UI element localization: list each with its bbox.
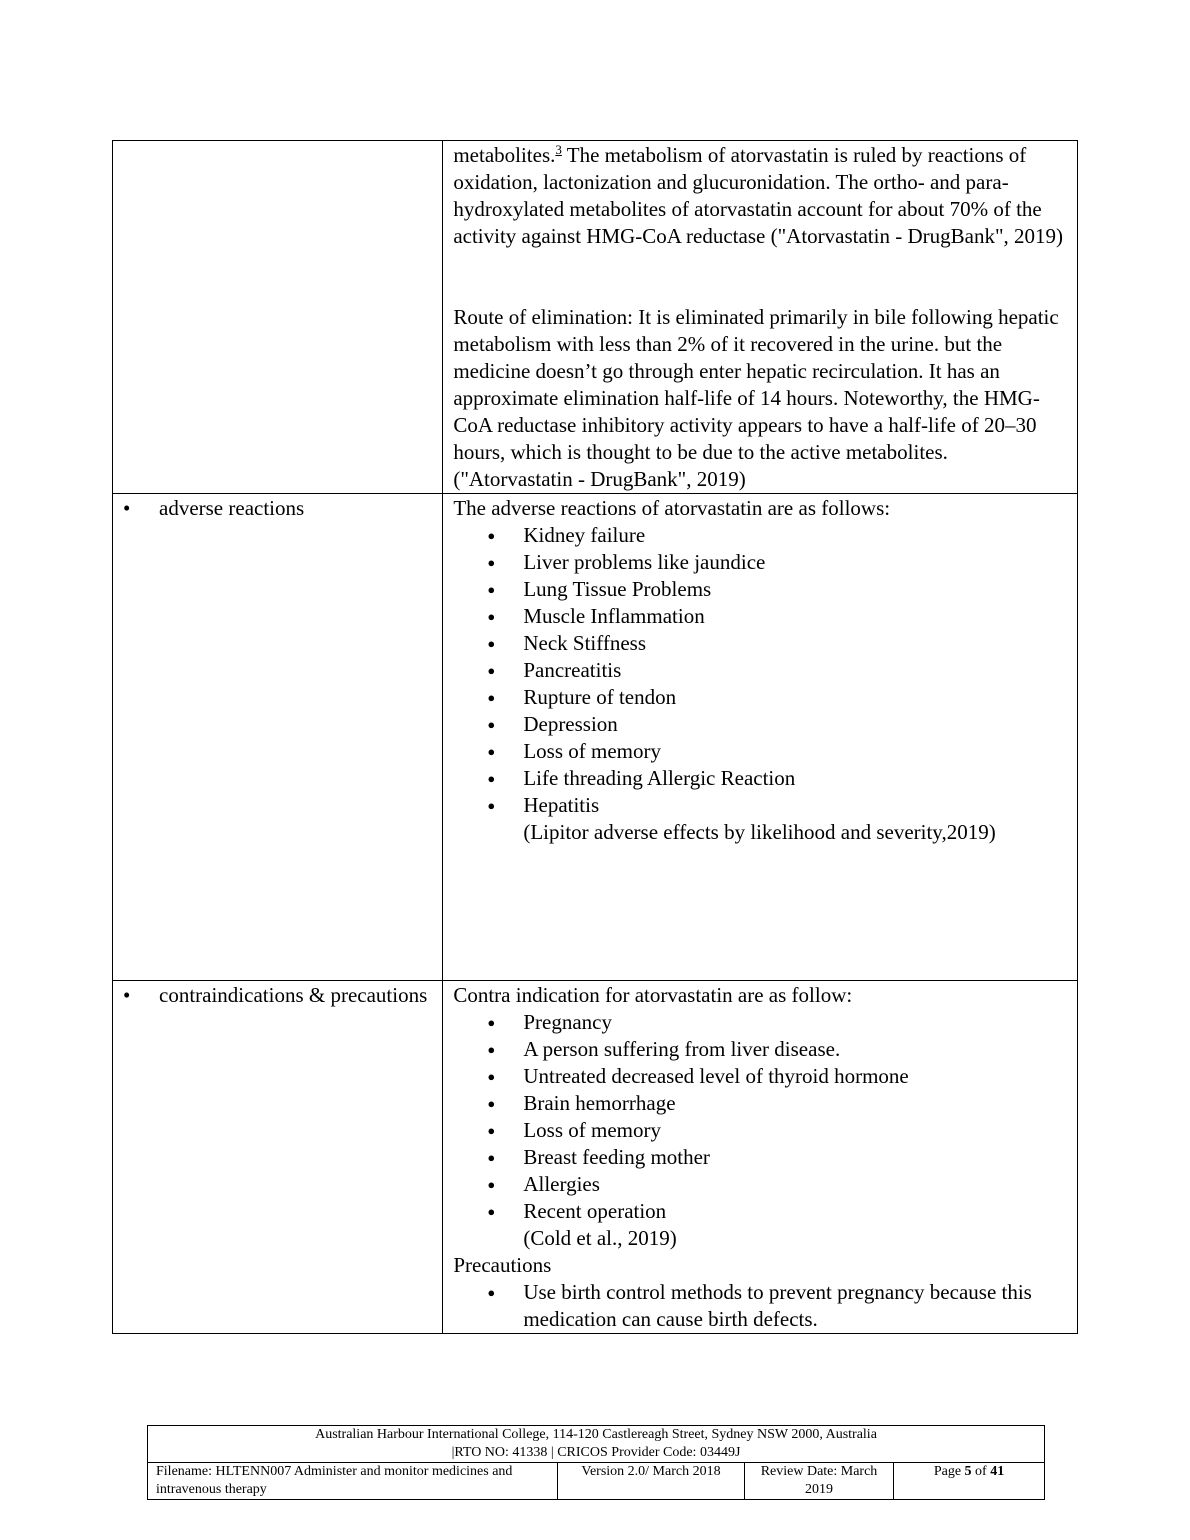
- table-row-adverse-reactions: [113, 494, 1078, 981]
- list-item: ● Use birth control methods to prevent pregnancy because this medication can cause birth defects.: [453, 1279, 1069, 1333]
- footer-college-cell: [148, 1426, 1045, 1463]
- contraindications-citation: (Cold et al., 2019): [523, 1226, 677, 1250]
- list-item: ● Rupture of tendon: [453, 684, 1069, 711]
- paragraph-gap: [453, 250, 1069, 304]
- contraindications-label: contraindications & precautions: [159, 983, 428, 1007]
- list-item: ● Lung Tissue Problems: [453, 576, 1069, 603]
- contraindications-intro: Contra indication for atorvastatin are as follow:: [453, 983, 853, 1007]
- table-row-contraindications: [113, 981, 1078, 1334]
- precautions-list: [453, 1279, 1069, 1333]
- footnote-ref[interactable]: 3: [555, 142, 562, 157]
- footer-version: Version 2.0/ March 2018: [558, 1463, 745, 1500]
- list-item: ● Neck Stiffness: [453, 630, 1069, 657]
- list-item: ● Kidney failure: [453, 522, 1069, 549]
- content-table: [112, 140, 1078, 1334]
- list-item: ● Loss of memory: [453, 738, 1069, 765]
- footer-row-document: [148, 1463, 1045, 1500]
- right-cell-adverse-reactions: [443, 494, 1078, 981]
- provider-codes: |RTO NO: 41338 | CRICOS Provider Code: 03449J: [451, 1445, 741, 1460]
- list-item: ● Loss of memory: [453, 1117, 1069, 1144]
- precautions-heading: Precautions: [453, 1253, 552, 1277]
- metabolism-paragraph: [453, 142, 1069, 250]
- footer-page-number: [894, 1463, 1045, 1500]
- contraindications-list: [453, 1009, 1069, 1225]
- metabolism-text: The metabolism of atorvastatin is ruled by reactions of oxidation, lactonization and glucuronidation. The ortho- and para-hydroxylated metabolites of atorvastatin account for about 70% of the activity against HMG-CoA reductase ("Atorvastatin - DrugBank", 2019): [453, 143, 1064, 248]
- page-prefix: Page: [933, 1464, 965, 1479]
- list-item: ● Life threading Allergic Reaction: [453, 765, 1069, 792]
- left-cell-empty: [113, 141, 443, 494]
- list-item: ● Recent operation: [453, 1198, 1069, 1225]
- list-item: ● Breast feeding mother: [453, 1144, 1069, 1171]
- list-item: ● Pregnancy: [453, 1009, 1069, 1036]
- list-item: ● Depression: [453, 711, 1069, 738]
- footer-row-college: [148, 1426, 1045, 1463]
- page-of: of: [971, 1464, 991, 1479]
- table-row-metabolism: [113, 141, 1078, 494]
- bullet-icon: •: [123, 983, 131, 1007]
- elimination-paragraph: Route of elimination: It is eliminated primarily in bile following hepatic metabolism with less than 2% of it recovered in the urine. but the medicine doesn’t go through enter hepatic recirculation. It has an approximate elimination half-life of 14 hours. Noteworthy, the HMG-CoA reductase inhibitory activity appears to have a half-life of 20–30 hours, which is thought to be due to the active metabolites.: [453, 305, 1059, 464]
- page-current: 5: [964, 1464, 972, 1479]
- footer-filename: Filename: HLTENN007 Administer and monitor medicines and intravenous therapy: [148, 1463, 558, 1500]
- page-footer: [147, 1425, 1045, 1500]
- list-item: ● Liver problems like jaundice: [453, 549, 1069, 576]
- cell-blank-space: [453, 846, 1069, 980]
- right-cell-contraindications: [443, 981, 1078, 1334]
- metabolites-lead: metabolites.: [453, 143, 556, 167]
- college-address: Australian Harbour International College, 114-120 Castlereagh Street, Sydney NSW 2000, Australia: [315, 1427, 877, 1442]
- list-item: ● Muscle Inflammation: [453, 603, 1069, 630]
- list-item: ● Pancreatitis: [453, 657, 1069, 684]
- left-cell-adverse-reactions: [113, 494, 443, 981]
- adverse-list: [453, 522, 1069, 819]
- footer-review-date: Review Date: March 2019: [745, 1463, 894, 1500]
- list-item: ● Untreated decreased level of thyroid hormone: [453, 1063, 1069, 1090]
- list-item: ● Brain hemorrhage: [453, 1090, 1069, 1117]
- left-cell-contraindications: [113, 981, 443, 1334]
- elimination-citation: ("Atorvastatin - DrugBank", 2019): [453, 467, 746, 491]
- adverse-citation: (Lipitor adverse effects by likelihood and severity,2019): [523, 820, 996, 844]
- right-cell-metabolism: [443, 141, 1078, 494]
- list-item: ● A person suffering from liver disease.: [453, 1036, 1069, 1063]
- list-item: ● Hepatitis: [453, 792, 1069, 819]
- list-item: ● Allergies: [453, 1171, 1069, 1198]
- page-total: 41: [990, 1464, 1005, 1479]
- adverse-reactions-label: adverse reactions: [159, 496, 305, 520]
- adverse-intro: The adverse reactions of atorvastatin are as follows:: [453, 496, 891, 520]
- bullet-icon: •: [123, 496, 131, 520]
